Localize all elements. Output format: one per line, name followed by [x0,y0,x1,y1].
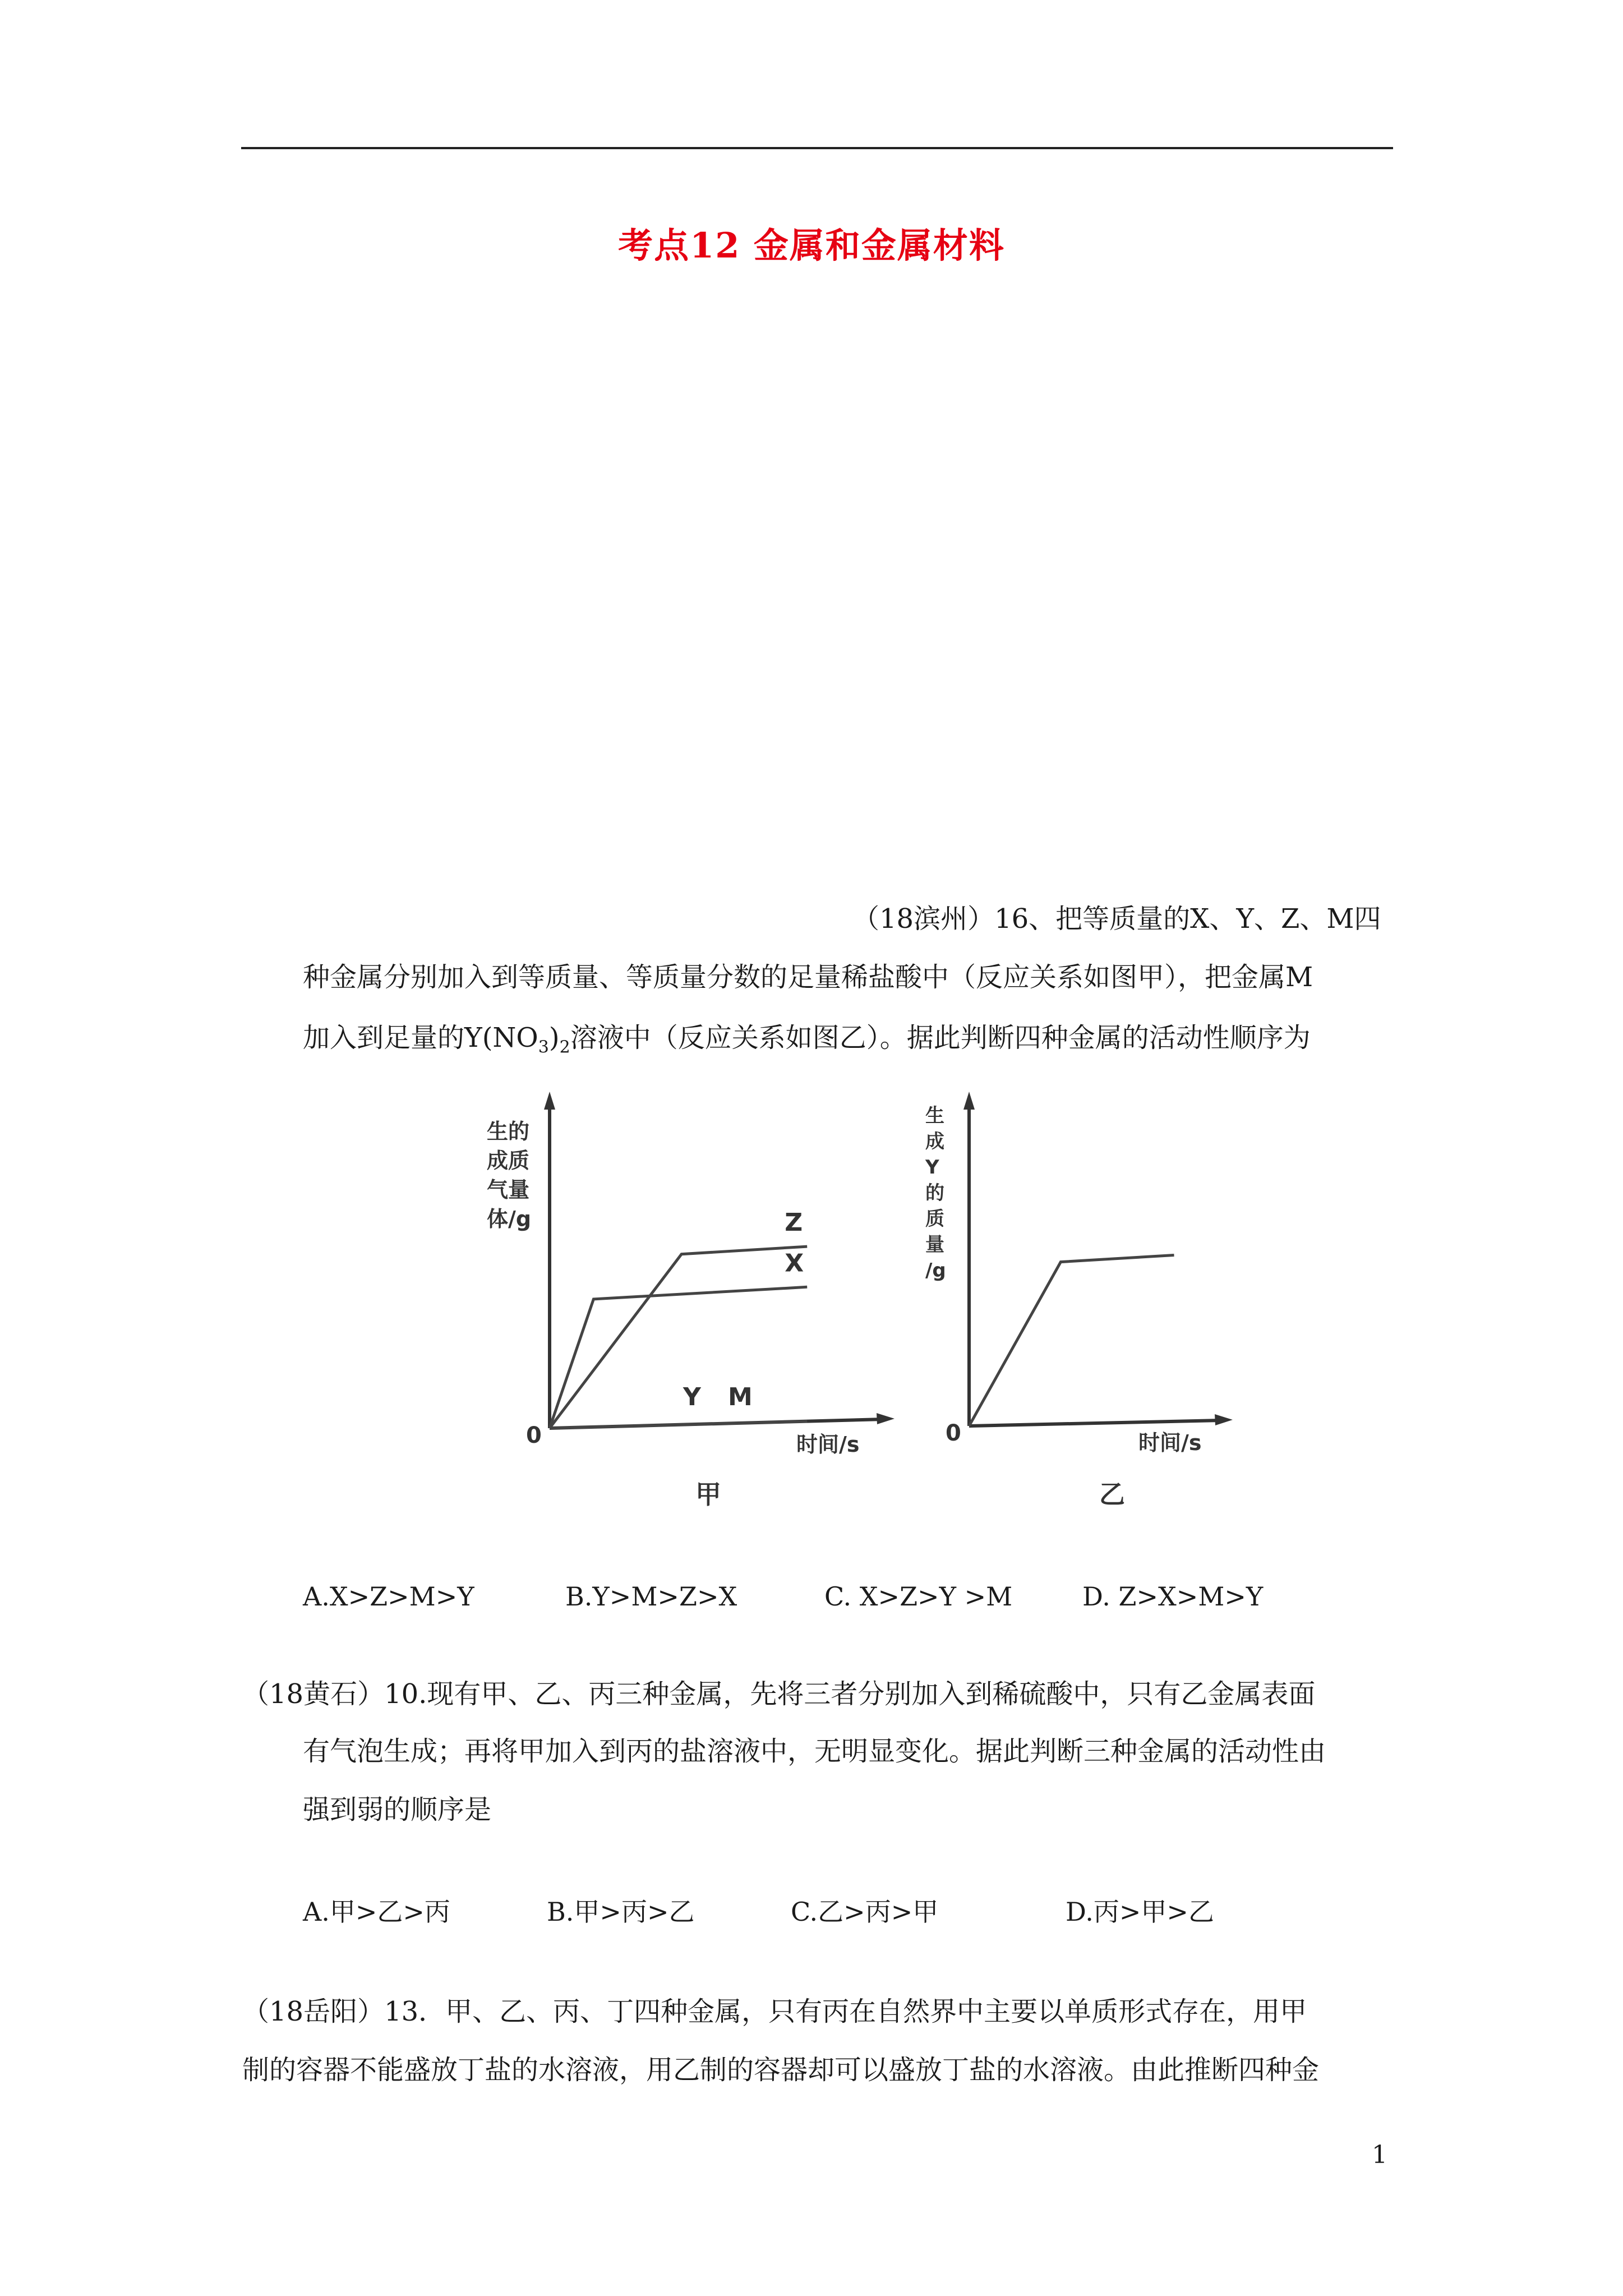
chart-yi-ylabel-line: 的 [925,1182,944,1204]
q10-line2: 有气泡生成；再将甲加入到丙的盐溶液中，无明显变化。据此判断三种金属的活动性由 [303,1736,1326,1767]
chart-jia-xlabel: 时间/s [796,1432,860,1457]
q10-option-b: B.甲>丙>乙 [547,1897,695,1927]
q16-line3-mid: ) [548,1022,560,1053]
q16-option-a: A.X>Z>M>Y [303,1581,474,1612]
q10-option-d: D.丙>甲>乙 [1066,1897,1214,1927]
q16-subscript-2: 2 [559,1037,570,1057]
chart-jia-ylabel-line: 生的 [487,1119,530,1144]
chart-yi-ylabel-line: 成 [925,1130,944,1153]
q16-line1: （18滨州）16、把等质量的X、Y、Z、M四 [852,903,1381,935]
q16-line3-post: 溶液中（反应关系如图乙）。据此判断四种金属的活动性顺序为 [570,1022,1311,1053]
chart-yi-ylabel-line: 生 [925,1105,944,1127]
q16-charts [482,1088,1256,1526]
chart-yi-x-axis [969,1420,1221,1426]
chart-jia-series-z [550,1246,807,1428]
chart-jia-series [550,1208,807,1428]
chart-yi-series-main [969,1255,1174,1427]
chart-jia-caption: 甲 [695,1479,721,1510]
chart-yi-ylabel-line: /g [925,1259,946,1282]
q16-option-c: C. X>Z>Y >M [824,1581,1013,1612]
chart-yi-ylabel-line: 量 [925,1234,944,1256]
chart-jia-ylabel-line: 成质 [487,1148,530,1173]
q13-line2: 制的容器不能盛放丁盐的水溶液，用乙制的容器却可以盛放丁盐的水溶液。由此推断四种金 [242,2054,1320,2086]
page-title: 考点12 金属和金属材料 [618,225,1005,266]
chart-jia-ylabel-line: 气量 [487,1177,530,1202]
q16-subscript-3: 3 [538,1037,549,1057]
chart-yi-y-arrow [963,1092,975,1110]
chart-jia-series-m [550,1421,807,1428]
q16-line3 [303,1021,1311,1065]
chart-jia-x-arrow [877,1413,895,1424]
q16-line3-pre: 加入到足量的Y(NO [303,1022,538,1053]
chart-jia-label-z: Z [785,1208,803,1237]
q10-option-c: C.乙>丙>甲 [791,1897,939,1927]
chart-yi-origin: 0 [946,1420,961,1446]
q16-option-d: D. Z>X>M>Y [1082,1581,1264,1612]
header-rule [241,147,1393,149]
q10-line3: 强到弱的顺序是 [303,1794,492,1825]
chart-yi-xlabel: 时间/s [1138,1430,1202,1455]
q10-line1: （18黄石）10.现有甲、乙、丙三种金属，先将三者分别加入到稀硫酸中，只有乙金属表面 [242,1678,1316,1710]
q13-line1: （18岳阳）13．甲、乙、丙、丁四种金属，只有丙在自然界中主要以单质形式存在，用甲 [242,1996,1307,2027]
q10-option-a: A.甲>乙>丙 [303,1897,450,1927]
q16-option-b: B.Y>M>Z>X [565,1581,737,1612]
chart-jia-label-y: Y [683,1383,701,1411]
chart-jia-label-x: X [785,1249,804,1278]
page-number: 1 [1372,2141,1387,2169]
chart-jia [487,1092,895,1510]
chart-jia-ylabel-line: 体/g [487,1207,532,1231]
chart-yi-caption: 乙 [1099,1479,1125,1510]
chart-yi-series [969,1255,1174,1427]
chart-jia-y-arrow [544,1092,555,1110]
chart-jia-series-x [550,1287,807,1428]
chart-jia-label-m: M [728,1383,753,1411]
chart-yi-x-arrow [1215,1414,1233,1425]
chart-yi-ylabel-line: 质 [925,1208,944,1230]
chart-yi [925,1092,1233,1510]
chart-jia-ylabel [487,1119,531,1231]
chart-jia-origin: 0 [526,1423,542,1448]
q16-line2: 种金属分别加入到等质量、等质量分数的足量稀盐酸中（反应关系如图甲），把金属M [303,961,1313,993]
chart-yi-ylabel-line: Y [925,1156,939,1179]
chart-yi-ylabel [925,1105,946,1282]
